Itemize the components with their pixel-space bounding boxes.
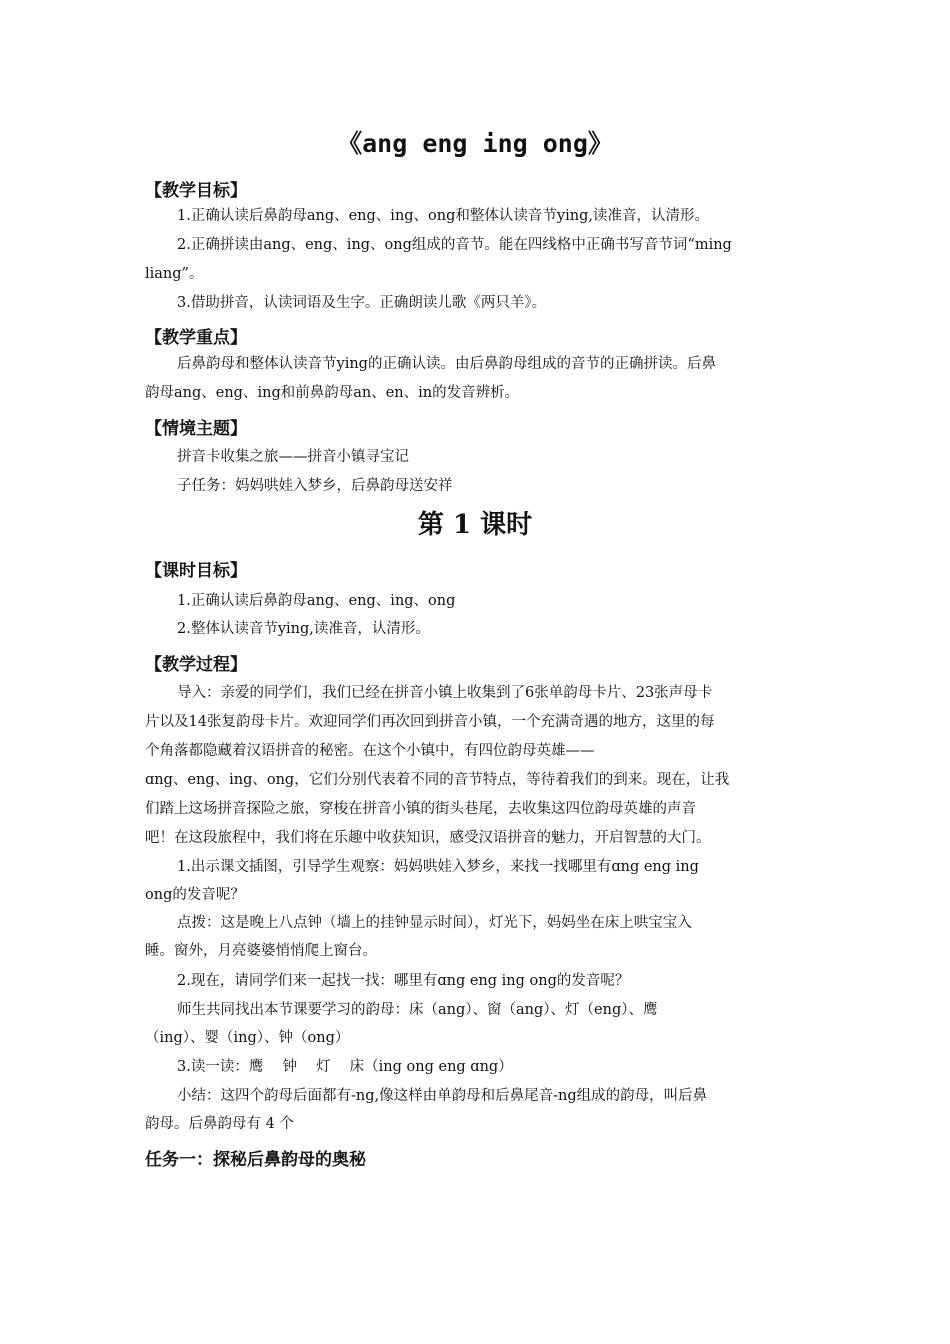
process-heading: 【教学过程】 bbox=[145, 655, 247, 675]
find-line-1: 师生共同找出本节课要学习的韵母：床（ang）、窗（ang）、灯（eng）、鹰 bbox=[177, 1002, 658, 1018]
goal-1: 1.正确认读后鼻韵母ang、eng、ing、ong和整体认读音节ying,读准音，认清形。 bbox=[177, 208, 709, 224]
tip-line-1: 点拨：这是晚上八点钟（墙上的挂钟显示时间），灯光下，妈妈坐在床上哄宝宝入 bbox=[177, 915, 692, 931]
task-1-heading: 任务一：探秘后鼻韵母的奥秘 bbox=[145, 1150, 366, 1170]
theme-heading: 【情境主题】 bbox=[145, 419, 247, 439]
goal-2-line-2: liang”。 bbox=[145, 266, 204, 282]
summary-line-2: 韵母。后鼻韵母有 4 个 bbox=[145, 1116, 294, 1132]
lesson-goal-1: 1.正确认读后鼻韵母ang、eng、ing、ong bbox=[177, 593, 456, 609]
teaching-goals-heading: 【教学目标】 bbox=[145, 181, 247, 201]
step-1-line-1: 1.出示课文插图，引导学生观察：妈妈哄娃入梦乡，来找一找哪里有ɑng eng ing bbox=[177, 859, 699, 875]
tip-line-2: 睡。窗外，月亮婆婆悄悄爬上窗台。 bbox=[145, 943, 377, 959]
document-title: 《ang eng ing ong》 bbox=[337, 129, 613, 158]
theme-line-1: 拼音卡收集之旅——拼音小镇寻宝记 bbox=[177, 449, 409, 465]
intro-line-6: 吧！在这段旅程中，我们将在乐趣中收获知识，感受汉语拼音的魅力，开启智慧的大门。 bbox=[145, 830, 711, 846]
key-point-line-2: 韵母ang、eng、ing和前鼻韵母an、en、in的发音辨析。 bbox=[145, 385, 520, 401]
find-line-2: （ing）、婴（ing）、钟（ong） bbox=[145, 1030, 350, 1046]
intro-line-5: 们踏上这场拼音探险之旅，穿梭在拼音小镇的街头巷尾，去收集这四位韵母英雄的声音 bbox=[145, 801, 696, 817]
step-2: 2.现在，请同学们来一起找一找：哪里有ɑng eng ing ong的发音呢？ bbox=[177, 973, 630, 989]
lesson-goal-2: 2.整体认读音节ying,读准音，认清形。 bbox=[177, 621, 430, 637]
key-point-line-1: 后鼻韵母和整体认读音节ying的正确认读。由后鼻韵母组成的音节的正确拼读。后鼻 bbox=[177, 356, 716, 372]
summary-line-1: 小结：这四个韵母后面都有-ng,像这样由单韵母和后鼻尾音-ng组成的韵母，叫后鼻 bbox=[177, 1088, 708, 1104]
goal-3: 3.借助拼音，认读词语及生字。正确朗读儿歌《两只羊》。 bbox=[177, 295, 547, 311]
key-points-heading: 【教学重点】 bbox=[145, 328, 247, 348]
step-1-line-2: ong的发音呢？ bbox=[145, 887, 245, 903]
intro-line-4: ɑng、eng、ing、ong，它们分别代表着不同的音节特点，等待着我们的到来。现在，让我 bbox=[145, 772, 730, 788]
step-3: 3.读一读：鹰 钟 灯 床（ing ong eng ɑng） bbox=[177, 1059, 513, 1075]
intro-line-1: 导入：亲爱的同学们，我们已经在拼音小镇上收集到了6张单韵母卡片、23张声母卡 bbox=[177, 685, 713, 701]
intro-line-3: 个角落都隐藏着汉语拼音的秘密。在这个小镇中，有四位韵母英雄—— bbox=[145, 743, 595, 759]
theme-line-2: 子任务：妈妈哄娃入梦乡，后鼻韵母送安祥 bbox=[177, 478, 453, 494]
goal-2-line-1: 2.正确拼读由ang、eng、ing、ong组成的音节。能在四线格中正确书写音节词“ming bbox=[177, 237, 732, 253]
intro-line-2: 片以及14张复韵母卡片。欢迎同学们再次回到拼音小镇，一个充满奇遇的地方，这里的每 bbox=[145, 714, 715, 730]
lesson-goals-heading: 【课时目标】 bbox=[145, 561, 247, 581]
lesson-title: 第 1 课时 bbox=[417, 510, 533, 540]
